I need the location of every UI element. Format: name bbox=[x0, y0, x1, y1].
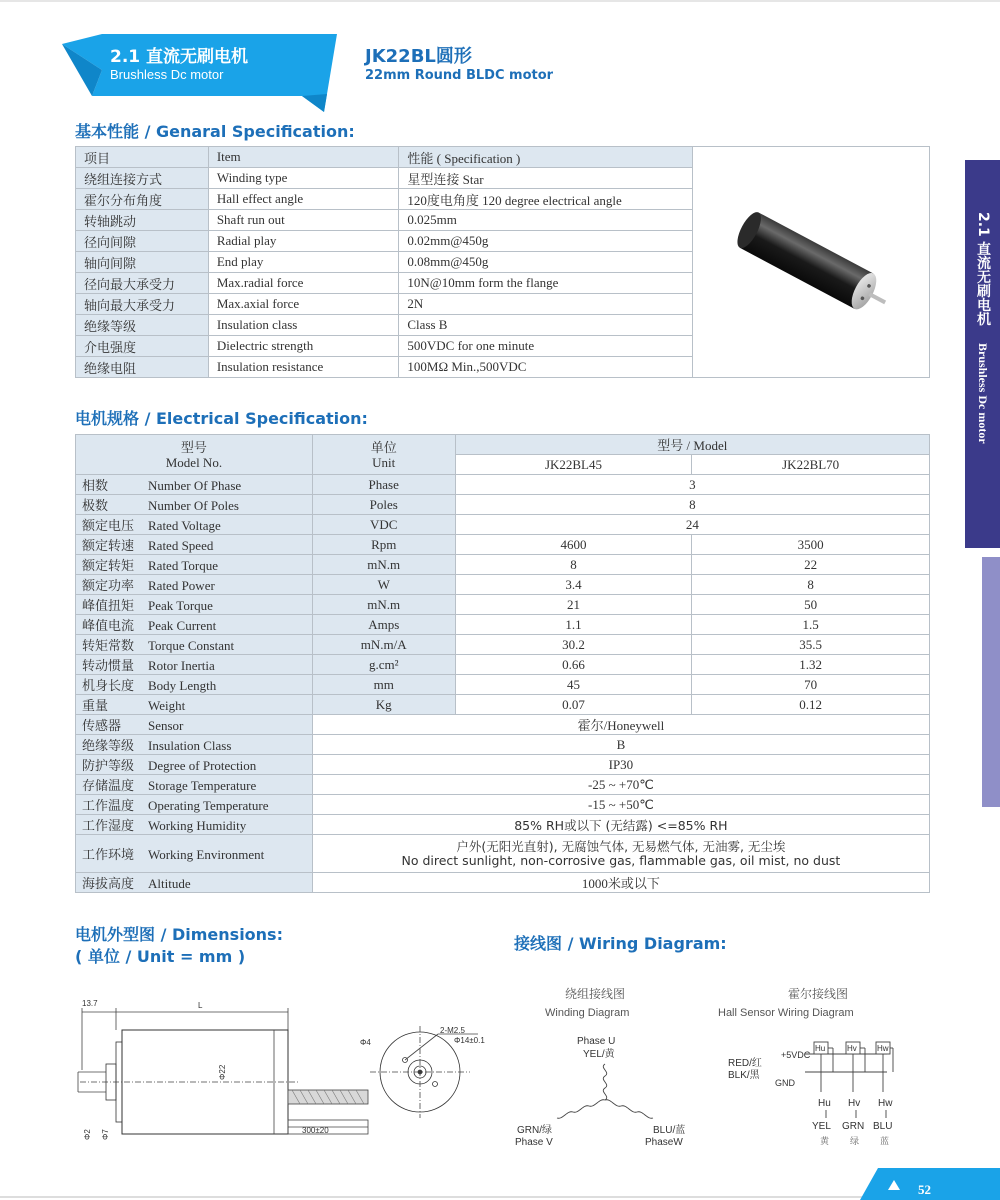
spec-item-en: Winding type bbox=[208, 168, 399, 189]
model-no-header bbox=[76, 435, 313, 475]
yel-label: YEL/黄 bbox=[583, 1049, 615, 1060]
row-unit: Phase bbox=[312, 475, 455, 495]
environment-cn: 户外(无阳光直射), 无腐蚀气体, 无易燃气体, 无油雾, 无尘埃 bbox=[456, 838, 786, 854]
footer-line bbox=[0, 1196, 1000, 1198]
row-label: 海拔高度 Altitude bbox=[76, 873, 313, 893]
row-value: 霍尔/Honeywell bbox=[312, 715, 929, 735]
spec-item-en: Max.axial force bbox=[208, 294, 399, 315]
row-value-model-2: 70 bbox=[692, 675, 930, 695]
row-value: 1000米或以下 bbox=[312, 873, 929, 893]
model-title: JK22BL圆形 bbox=[365, 46, 472, 67]
row-value: 3 bbox=[455, 475, 929, 495]
table-row bbox=[76, 695, 930, 715]
spec-value: 2N bbox=[399, 294, 693, 315]
hall-u-box: Hu bbox=[815, 1044, 826, 1053]
row-value-model-1: 3.4 bbox=[455, 575, 692, 595]
row-label: 传感器 Sensor bbox=[76, 715, 313, 735]
row-label: 峰值扭矩 Peak Torque bbox=[76, 595, 313, 615]
row-label: 重量 Weight bbox=[76, 695, 313, 715]
row-label: 峰值电流 Peak Current bbox=[76, 615, 313, 635]
row-value-model-1: 8 bbox=[455, 555, 692, 575]
dim-cable-length: 300±20 bbox=[302, 1126, 329, 1135]
spec-value: 0.025mm bbox=[399, 210, 693, 231]
table-row bbox=[76, 635, 930, 655]
row-value-model-1: 45 bbox=[455, 675, 692, 695]
spec-item-en: Hall effect angle bbox=[208, 189, 399, 210]
table-row bbox=[76, 189, 693, 210]
row-value-model-2: 50 bbox=[692, 595, 930, 615]
page-number: 52 bbox=[918, 1182, 931, 1197]
unit-header bbox=[312, 435, 455, 475]
wiring-diagram bbox=[505, 980, 945, 1164]
general-spec-title: 基本性能 / Genaral Specification: bbox=[75, 122, 355, 141]
spec-item-cn: 径向最大承受力 bbox=[76, 273, 209, 294]
section-banner bbox=[62, 34, 342, 114]
hw-label: Hw bbox=[878, 1098, 893, 1109]
row-value: 85% RH或以下 (无结露) <=85% RH bbox=[312, 815, 929, 835]
spec-item-en: Radial play bbox=[208, 231, 399, 252]
yel-wire-cn: 黄 bbox=[820, 1136, 830, 1146]
row-label: 绝缘等级 Insulation Class bbox=[76, 735, 313, 755]
vdc-label: +5VDC bbox=[781, 1050, 811, 1060]
environment-en: No direct sunlight, non-corrosive gas, flammable gas, oil mist, no dust bbox=[401, 852, 841, 868]
spec-item-en: Item bbox=[208, 147, 399, 168]
spec-item-cn: 轴向间隙 bbox=[76, 252, 209, 273]
phase-u-label: Phase U bbox=[577, 1036, 616, 1047]
phase-v-label: Phase V bbox=[515, 1137, 553, 1148]
row-label: 工作温度 Operating Temperature bbox=[76, 795, 313, 815]
table-row bbox=[76, 595, 930, 615]
table-row bbox=[76, 515, 930, 535]
table-row bbox=[76, 535, 930, 555]
row-label: 额定转速 Rated Speed bbox=[76, 535, 313, 555]
side-chapter-label bbox=[973, 212, 993, 443]
row-value: -25 ~ +70℃ bbox=[312, 775, 929, 795]
unit-cn: 单位 bbox=[370, 439, 397, 455]
row-unit: W bbox=[312, 575, 455, 595]
table-row bbox=[76, 655, 930, 675]
dimensions-title-line1: 电机外型图 / Dimensions: bbox=[75, 925, 283, 944]
hu-label: Hu bbox=[818, 1098, 831, 1109]
dim-mounting-holes: 2-M2.5 bbox=[440, 1026, 465, 1035]
spec-item-cn: 霍尔分布角度 bbox=[76, 189, 209, 210]
top-rule bbox=[0, 0, 1000, 2]
dim-body-diameter: Φ22 bbox=[218, 1064, 227, 1080]
row-unit: g.cm² bbox=[312, 655, 455, 675]
spec-item-cn: 绕组连接方式 bbox=[76, 168, 209, 189]
spec-item-en: Insulation class bbox=[208, 315, 399, 336]
spec-value: 0.08mm@450g bbox=[399, 252, 693, 273]
row-label: 极数 Number Of Poles bbox=[76, 495, 313, 515]
spec-item-cn: 绝缘电阻 bbox=[76, 357, 209, 378]
winding-diagram-en: Winding Diagram bbox=[545, 1007, 630, 1019]
row-unit: Amps bbox=[312, 615, 455, 635]
row-label: 防护等级 Degree of Protection bbox=[76, 755, 313, 775]
wiring-title: 接线图 / Wiring Diagram: bbox=[514, 934, 727, 953]
spec-item-en: Max.radial force bbox=[208, 273, 399, 294]
spec-value: 性能 ( Specification ) bbox=[399, 147, 693, 168]
blu-wire-cn: 蓝 bbox=[880, 1136, 890, 1146]
row-label: 转动惯量 Rotor Inertia bbox=[76, 655, 313, 675]
table-row bbox=[76, 294, 693, 315]
hall-w-box: Hw bbox=[877, 1044, 889, 1053]
section-title-cn: 2.1 直流无刷电机 bbox=[110, 47, 249, 67]
row-value: B bbox=[312, 735, 929, 755]
spec-item-cn: 轴向最大承受力 bbox=[76, 294, 209, 315]
row-label: 相数 Number Of Phase bbox=[76, 475, 313, 495]
row-value: 8 bbox=[455, 495, 929, 515]
table-row bbox=[76, 336, 693, 357]
table-row bbox=[76, 795, 930, 815]
model-2-header: JK22BL70 bbox=[692, 455, 930, 475]
row-unit: mN.m bbox=[312, 595, 455, 615]
general-spec-table bbox=[75, 146, 693, 378]
row-value-model-1: 1.1 bbox=[455, 615, 692, 635]
spec-item-en: Dielectric strength bbox=[208, 336, 399, 357]
table-row bbox=[76, 357, 693, 378]
model-subtitle: 22mm Round BLDC motor bbox=[365, 68, 554, 83]
row-unit: mm bbox=[312, 675, 455, 695]
row-label: 工作湿度 Working Humidity bbox=[76, 815, 313, 835]
row-label: 工作环境 Working Environment bbox=[76, 835, 313, 873]
grn-wire-label: GRN bbox=[842, 1121, 865, 1132]
row-label: 额定功率 Rated Power bbox=[76, 575, 313, 595]
table-row bbox=[76, 873, 930, 893]
row-value-model-2: 3500 bbox=[692, 535, 930, 555]
table-row bbox=[76, 735, 930, 755]
spec-item-cn: 项目 bbox=[76, 147, 209, 168]
row-unit: Kg bbox=[312, 695, 455, 715]
spec-item-cn: 径向间隙 bbox=[76, 231, 209, 252]
model-no-en: Model No. bbox=[165, 454, 223, 470]
row-unit: Poles bbox=[312, 495, 455, 515]
model-group-header: 型号 / Model bbox=[455, 435, 929, 455]
model-no-cn: 型号 bbox=[180, 439, 207, 455]
row-value-model-1: 21 bbox=[455, 595, 692, 615]
spec-item-en: Insulation resistance bbox=[208, 357, 399, 378]
dim-shaft-length: 13.7 bbox=[82, 999, 98, 1008]
hv-label: Hv bbox=[848, 1098, 861, 1109]
spec-value: 120度电角度 120 degree electrical angle bbox=[399, 189, 693, 210]
row-label: 存储温度 Storage Temperature bbox=[76, 775, 313, 795]
hall-diagram-cn: 霍尔接线图 bbox=[788, 987, 849, 1001]
table-row bbox=[76, 231, 693, 252]
dimensions-title-line2: ( 单位 / Unit = mm ) bbox=[75, 947, 246, 966]
table-header-row bbox=[76, 435, 930, 455]
dim-pitch-circle: Φ14±0.1 bbox=[454, 1036, 485, 1045]
grn-wire-cn: 绿 bbox=[850, 1136, 860, 1146]
row-value-model-1: 0.07 bbox=[455, 695, 692, 715]
dim-boss-diameter: Φ7 bbox=[101, 1129, 110, 1140]
spec-value: 星型连接 Star bbox=[399, 168, 693, 189]
dim-shaft-diameter: Φ2 bbox=[83, 1129, 92, 1140]
table-row bbox=[76, 315, 693, 336]
row-value-model-2: 1.5 bbox=[692, 615, 930, 635]
table-header-row bbox=[76, 147, 693, 168]
row-value: -15 ~ +50℃ bbox=[312, 795, 929, 815]
row-value-model-2: 0.12 bbox=[692, 695, 930, 715]
row-value: 24 bbox=[455, 515, 929, 535]
spec-item-cn: 转轴跳动 bbox=[76, 210, 209, 231]
side-chapter-en: Brushless Dc motor bbox=[976, 342, 990, 444]
table-row bbox=[76, 273, 693, 294]
spec-value: 100MΩ Min.,500VDC bbox=[399, 357, 693, 378]
side-chapter-tab-light bbox=[982, 557, 1000, 807]
unit-en: Unit bbox=[372, 454, 396, 470]
table-row bbox=[76, 475, 930, 495]
spec-value: 500VDC for one minute bbox=[399, 336, 693, 357]
electrical-spec-table bbox=[75, 434, 930, 893]
row-value-model-1: 30.2 bbox=[455, 635, 692, 655]
grn-label: GRN/绿 bbox=[517, 1125, 552, 1136]
section-title-en: Brushless Dc motor bbox=[110, 67, 224, 82]
row-label: 额定转矩 Rated Torque bbox=[76, 555, 313, 575]
row-value-model-2: 1.32 bbox=[692, 655, 930, 675]
table-row bbox=[76, 835, 930, 873]
table-row bbox=[76, 675, 930, 695]
row-label: 额定电压 Rated Voltage bbox=[76, 515, 313, 535]
blk-label: BLK/黑 bbox=[728, 1070, 760, 1081]
table-row bbox=[76, 615, 930, 635]
row-value-model-2: 22 bbox=[692, 555, 930, 575]
dim-front-diameter: Φ4 bbox=[360, 1038, 371, 1047]
motor-photo bbox=[693, 146, 930, 378]
dimensions-title bbox=[75, 924, 283, 968]
hall-diagram-en: Hall Sensor Wiring Diagram bbox=[718, 1007, 854, 1019]
model-1-header: JK22BL45 bbox=[455, 455, 692, 475]
table-row bbox=[76, 252, 693, 273]
row-unit: mN.m/A bbox=[312, 635, 455, 655]
spec-item-en: Shaft run out bbox=[208, 210, 399, 231]
side-chapter-cn: 2.1 直流无刷电机 bbox=[975, 212, 991, 326]
blu-wire-label: BLU bbox=[873, 1121, 893, 1132]
table-row bbox=[76, 168, 693, 189]
spec-value: Class B bbox=[399, 315, 693, 336]
row-unit: VDC bbox=[312, 515, 455, 535]
yel-wire-label: YEL bbox=[812, 1121, 831, 1132]
table-row bbox=[76, 555, 930, 575]
table-row bbox=[76, 495, 930, 515]
spec-value: 10N@10mm form the flange bbox=[399, 273, 693, 294]
spec-item-en: End play bbox=[208, 252, 399, 273]
dimension-drawing bbox=[70, 990, 490, 1164]
table-row bbox=[76, 815, 930, 835]
row-value bbox=[312, 835, 929, 873]
phase-w-label: PhaseW bbox=[645, 1137, 683, 1148]
gnd-label: GND bbox=[775, 1078, 795, 1088]
spec-value: 0.02mm@450g bbox=[399, 231, 693, 252]
table-row bbox=[76, 210, 693, 231]
dim-body-length: L bbox=[198, 1001, 203, 1010]
table-row bbox=[76, 715, 930, 735]
row-label: 机身长度 Body Length bbox=[76, 675, 313, 695]
table-row bbox=[76, 755, 930, 775]
spec-item-cn: 介电强度 bbox=[76, 336, 209, 357]
row-value: IP30 bbox=[312, 755, 929, 775]
table-row bbox=[76, 775, 930, 795]
electrical-spec-title: 电机规格 / Electrical Specification: bbox=[75, 409, 368, 428]
row-unit: Rpm bbox=[312, 535, 455, 555]
row-value-model-1: 4600 bbox=[455, 535, 692, 555]
red-label: RED/红 bbox=[728, 1058, 762, 1069]
row-value-model-2: 8 bbox=[692, 575, 930, 595]
winding-diagram-cn: 绕组接线图 bbox=[565, 987, 626, 1001]
row-label: 转矩常数 Torque Constant bbox=[76, 635, 313, 655]
row-value-model-2: 35.5 bbox=[692, 635, 930, 655]
blu-label: BLU/蓝 bbox=[653, 1125, 686, 1136]
hall-v-box: Hv bbox=[847, 1044, 857, 1053]
table-row bbox=[76, 575, 930, 595]
row-value-model-1: 0.66 bbox=[455, 655, 692, 675]
row-unit: mN.m bbox=[312, 555, 455, 575]
spec-item-cn: 绝缘等级 bbox=[76, 315, 209, 336]
